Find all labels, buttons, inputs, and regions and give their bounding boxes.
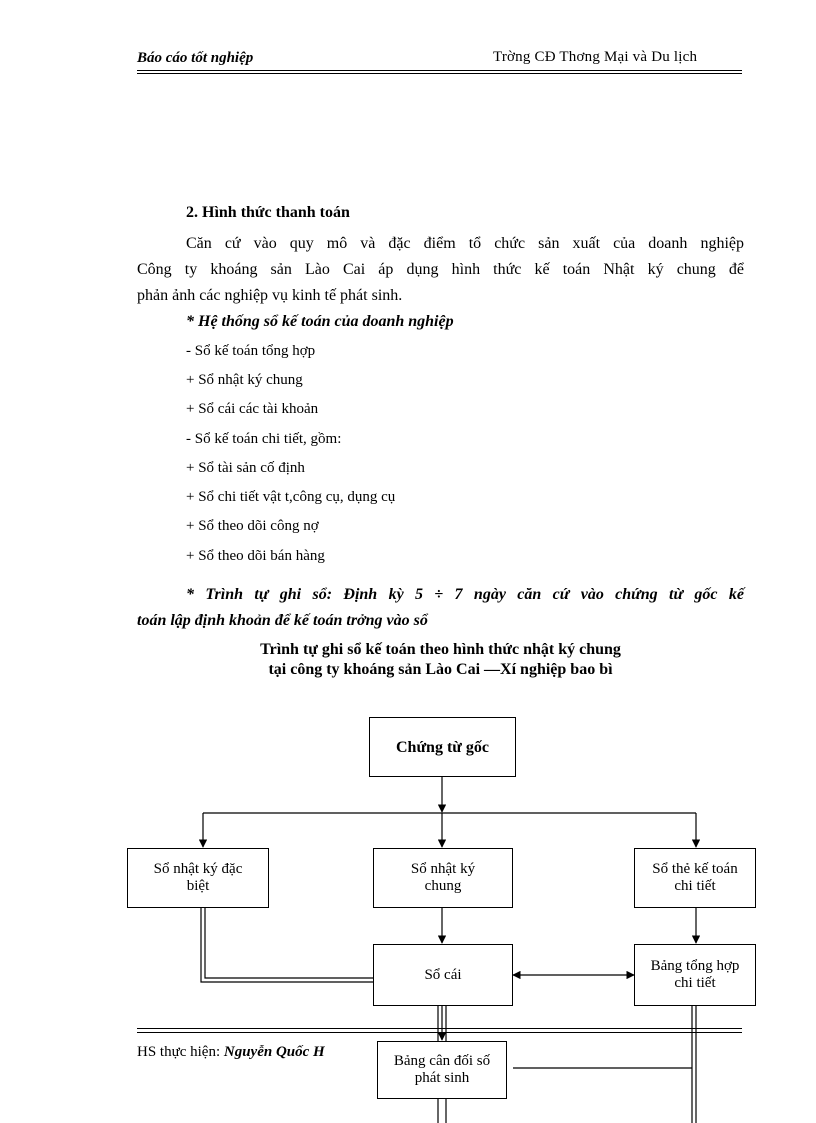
box-ledger: Sổ cái: [373, 944, 513, 1006]
connector-special-to-ledger-double: [205, 908, 373, 978]
system-heading: * Hệ thống sổ kế toán của doanh nghiệp: [186, 313, 454, 330]
header-school-name: Trờng CĐ Thơng Mại và Du lịch: [493, 49, 698, 65]
box-special-journal: Sổ nhật ký đặc biệt: [127, 848, 269, 908]
connector-special-to-ledger: [201, 908, 373, 982]
header-report-title: Báo cáo tốt nghiệp: [137, 50, 254, 66]
list-item: + Sổ chi tiết vật t,công cụ, dụng cụ: [186, 489, 396, 505]
list-item: - Sổ kế toán chi tiết, gồm:: [186, 431, 342, 447]
box-trial-balance: Bảng cân đối số phát sinh: [377, 1041, 507, 1099]
footer-rule: [137, 1028, 742, 1029]
box-source-documents: Chứng từ gốc: [369, 717, 516, 777]
box-general-journal: Sổ nhật ký chung: [373, 848, 513, 908]
footer-author-name: Nguyễn Quốc H: [223, 1044, 325, 1060]
box-detail-cards: Sổ thẻ kế toán chi tiết: [634, 848, 756, 908]
intro-line-1: Căn cứ vào quy mô và đặc điểm tổ chức sản xuất của doanh nghiệp: [186, 235, 744, 252]
list-item: + Sổ tài sản cố định: [186, 460, 305, 476]
list-item: + Sổ nhật ký chung: [186, 372, 303, 388]
list-item: + Sổ theo dõi công nợ: [186, 518, 319, 534]
intro-line-3: phản ảnh các nghiệp vụ kinh tế phát sinh.: [137, 287, 403, 304]
footer-rule-thin: [137, 1032, 742, 1033]
list-item: + Sổ theo dõi bán hàng: [186, 548, 325, 564]
list-item: - Sổ kế toán tổng hợp: [186, 343, 316, 359]
chart-title-line-1: Trình tự ghi sổ kế toán theo hình thức nhật ký chung: [260, 641, 621, 658]
footer-author: [137, 1044, 325, 1061]
section-title: 2. Hình thức thanh toán: [186, 204, 350, 221]
procedure-line-1: * Trình tự ghi sổ: Định kỳ 5 ÷ 7 ngày căn cứ vào chứng từ gốc kế: [186, 586, 744, 603]
list-item: + Sổ cái các tài khoản: [186, 401, 319, 417]
intro-line-2: Công ty khoáng sản Lào Cai áp dụng hình thức kế toán Nhật ký chung để: [137, 261, 744, 278]
box-detail-summary: Bảng tổng hợp chi tiết: [634, 944, 756, 1006]
footer-label: HS thực hiện:: [137, 1044, 221, 1060]
chart-title-line-2: tại công ty khoáng sản Lào Cai —Xí nghiệp bao bì: [268, 661, 613, 678]
procedure-line-2: toán lập định khoản để kế toán trởng vào sổ: [137, 612, 428, 629]
